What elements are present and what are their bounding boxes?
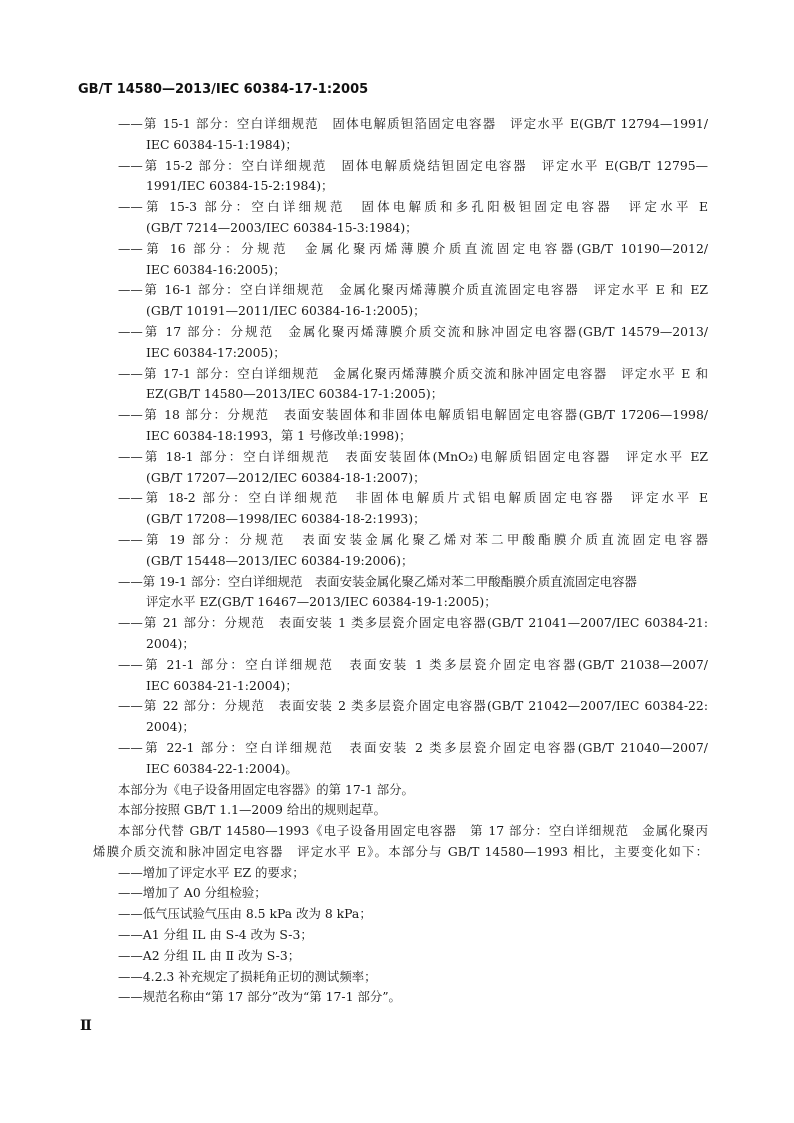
page-number: Ⅱ: [80, 1018, 92, 1034]
list-item-continuation: IEC 60384-21-1:2004)；: [146, 677, 298, 693]
list-item-continuation: IEC 60384-16:2005)；: [146, 261, 286, 277]
change-item: ——增加了 A0 分组检验；: [118, 885, 267, 901]
list-item: ——第 22 部分：分规范 表面安装 2 类多层瓷介固定电容器(GB/T 21042—2007/IEC 60384-22:: [118, 698, 708, 714]
change-item: ——规范名称由“第 17 部分”改为“第 17-1 部分”。: [118, 989, 401, 1005]
list-item-continuation: (GB/T 7214—2003/IEC 60384-15-3:1984)；: [146, 219, 418, 235]
paragraph: 本部分按照 GB/T 1.1—2009 给出的规则起草。: [118, 802, 386, 818]
list-item-continuation: (GB/T 17208—1998/IEC 60384-18-2:1993)；: [146, 511, 426, 527]
paragraph-continuation: 烯膜介质交流和脉冲固定电容器 评定水平 E》。本部分与 GB/T 14580—1993 相比，主要变化如下：: [93, 843, 708, 859]
change-item: ——增加了评定水平 EZ 的要求；: [118, 864, 305, 880]
list-item-continuation: IEC 60384-22-1:2004)。: [146, 760, 298, 776]
list-item: ——第 18-1 部分：空白详细规范 表面安装固体(MnO₂)电解质铝固定电容器 评定水平 EZ: [118, 448, 708, 464]
list-item: ——第 16 部分：分规范 金属化聚丙烯薄膜介质直流固定电容器(GB/T 10190—2012/: [118, 240, 708, 256]
change-item: ——A1 分组 IL 由 S-4 改为 S-3；: [118, 927, 313, 943]
list-item: ——第 19-1 部分：空白详细规范 表面安装金属化聚乙烯对苯二甲酸酯膜介质直流固定电容器: [118, 573, 637, 589]
list-item: ——第 15-2 部分：空白详细规范 固体电解质烧结钽固定电容器 评定水平 E(GB/T 12795—: [118, 157, 708, 173]
list-item-continuation: (GB/T 15448—2013/IEC 60384-19:2006)；: [146, 552, 414, 568]
list-item: ——第 22-1 部分：空白详细规范 表面安装 2 类多层瓷介固定电容器(GB/T 21040—2007/: [118, 739, 708, 755]
list-item-continuation: (GB/T 10191—2011/IEC 60384-16-1:2005)；: [146, 303, 426, 319]
body-text: [93, 114, 708, 1008]
paragraph: 本部分代替 GB/T 14580—1993《电子设备用固定电容器 第 17 部分：空白详细规范 金属化聚丙: [118, 823, 708, 839]
list-item-continuation: 2004)；: [146, 719, 195, 735]
list-item-continuation: 1991/IEC 60384-15-2:1984)；: [146, 178, 334, 194]
list-item: ——第 15-1 部分：空白详细规范 固体电解质钽箔固定电容器 评定水平 E(GB/T 12794—1991/: [118, 116, 708, 131]
change-item: ——A2 分组 IL 由 Ⅱ 改为 S-3；: [118, 947, 301, 963]
list-item: ——第 17 部分：分规范 金属化聚丙烯薄膜介质交流和脉冲固定电容器(GB/T 14579—2013/: [118, 323, 708, 339]
list-item: ——第 21-1 部分：空白详细规范 表面安装 1 类多层瓷介固定电容器(GB/T 21038—2007/: [118, 656, 708, 672]
list-item: ——第 15-3 部分：空白详细规范 固体电解质和多孔阳极钽固定电容器 评定水平 E: [118, 199, 708, 215]
paragraph: 本部分为《电子设备用固定电容器》的第 17-1 部分。: [118, 781, 414, 797]
list-item-continuation: IEC 60384-18:1993，第 1 号修改单:1998)；: [146, 427, 412, 443]
standard-code-header: GB/T 14580—2013/IEC 60384-17-1:2005: [78, 82, 369, 97]
list-item: ——第 18-2 部分：空白详细规范 非固体电解质片式铝电解质固定电容器 评定水平 E: [118, 490, 708, 506]
list-item-continuation: 评定水平 EZ(GB/T 16467—2013/IEC 60384-19-1:2005)；: [146, 594, 497, 610]
list-item: ——第 21 部分：分规范 表面安装 1 类多层瓷介固定电容器(GB/T 21041—2007/IEC 60384-21:: [118, 615, 708, 631]
list-item: ——第 19 部分：分规范 表面安装金属化聚乙烯对苯二甲酸酯膜介质直流固定电容器: [118, 531, 708, 547]
list-item: ——第 17-1 部分：空白详细规范 金属化聚丙烯薄膜介质交流和脉冲固定电容器 评定水平 E 和: [118, 365, 708, 381]
list-item-continuation: 2004)；: [146, 635, 195, 651]
change-item: ——低气压试验气压由 8.5 kPa 改为 8 kPa；: [118, 906, 372, 922]
list-item-continuation: IEC 60384-17:2005)；: [146, 344, 286, 360]
list-item: ——第 16-1 部分：空白详细规范 金属化聚丙烯薄膜介质直流固定电容器 评定水平 E 和 EZ: [118, 282, 708, 298]
list-item-continuation: EZ(GB/T 14580—2013/IEC 60384-17-1:2005)；: [146, 386, 444, 402]
list-item-continuation: (GB/T 17207—2012/IEC 60384-18-1:2007)；: [146, 469, 426, 485]
list-item: ——第 18 部分：分规范 表面安装固体和非固体电解质铝电解固定电容器(GB/T 17206—1998/: [118, 407, 708, 423]
list-item-continuation: IEC 60384-15-1:1984)；: [146, 136, 298, 152]
change-item: ——4.2.3 补充规定了损耗角正切的测试频率；: [118, 968, 377, 984]
